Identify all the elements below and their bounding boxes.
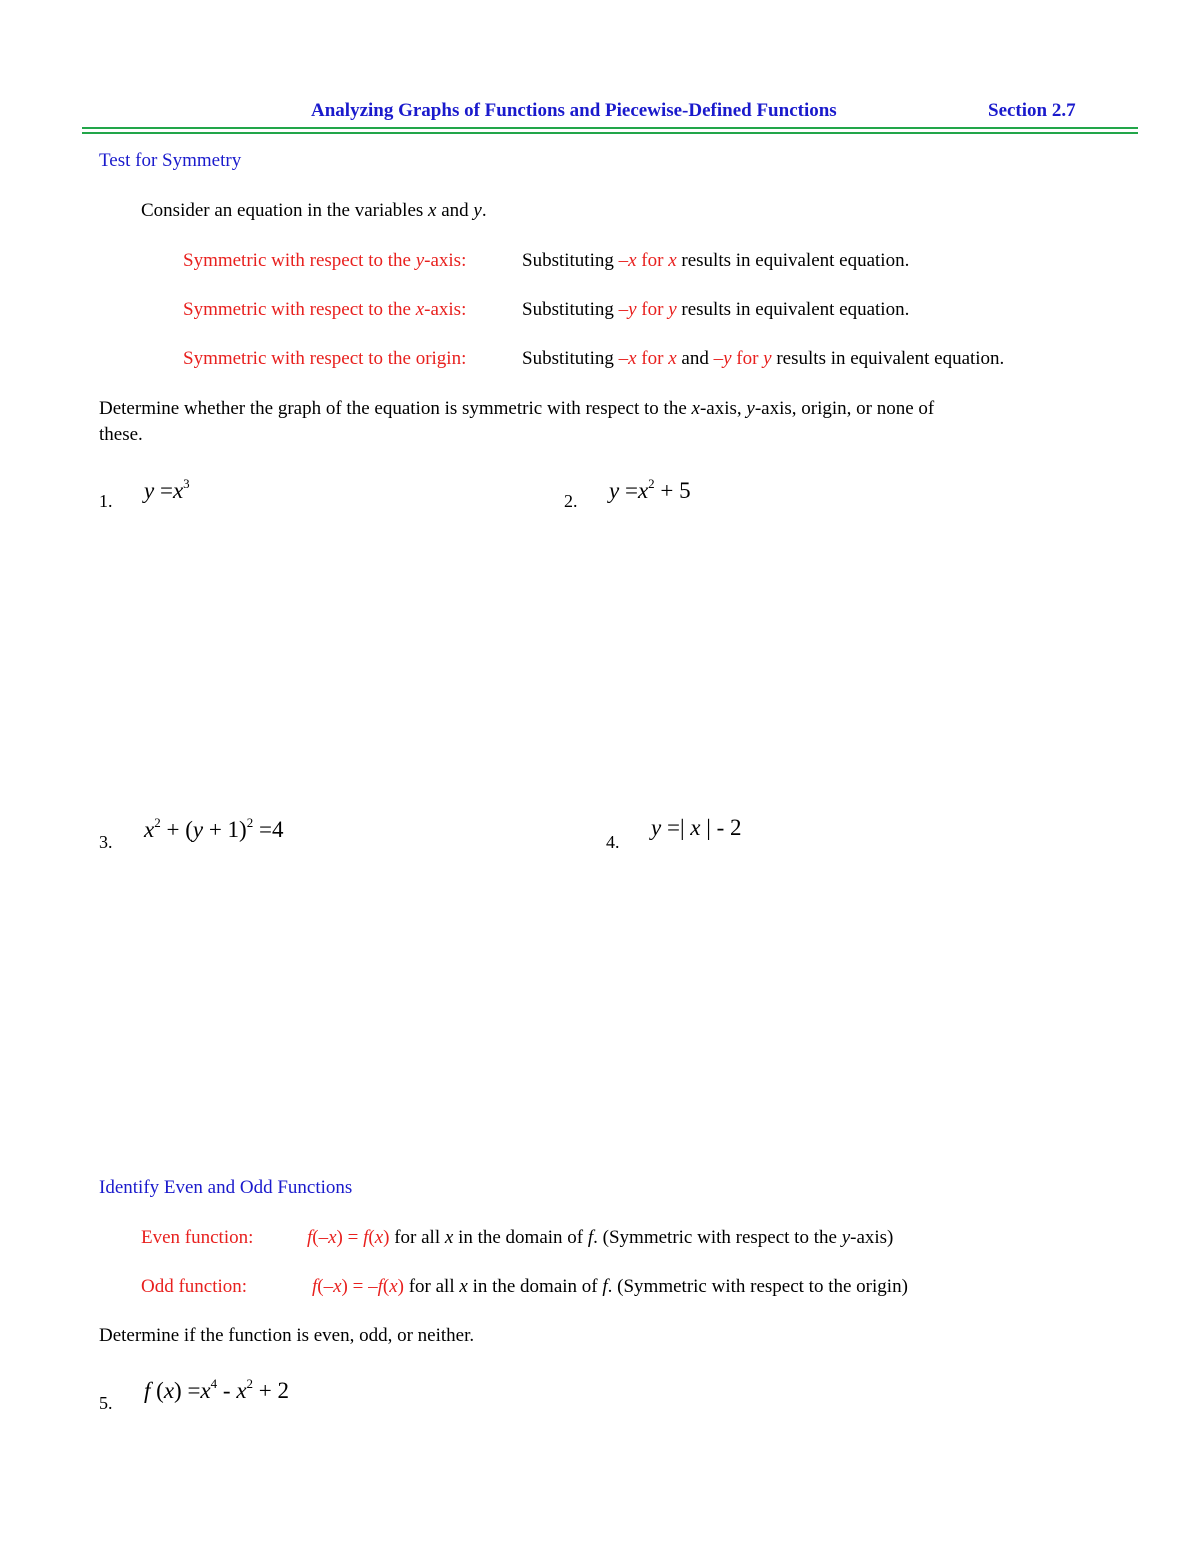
header-rule-bottom [82,132,1138,134]
text-run: x [690,815,701,840]
intro-text-and: and [436,200,474,221]
problem-4-number: 4. [606,832,620,852]
text-run: ( [317,1276,324,1297]
text-run: –x [618,250,637,271]
text-run: y [144,478,155,503]
instruction-text-a: Determine whether the graph of the equation is symmetric with respect to the [99,398,692,419]
rule-desc-origin [522,348,1004,370]
rule-label-var: y [415,250,425,271]
text-run: 3 [183,476,190,491]
intro-text-end: . [481,200,487,221]
text-run: = [619,478,638,503]
text-run: for [636,348,669,369]
text-run: x [236,1378,247,1403]
text-run: - [217,1378,237,1403]
symmetry-instruction [99,398,934,420]
text-run: Substituting [522,299,619,320]
text-run: f [587,1227,594,1248]
intro-var-y: y [473,200,482,221]
section-label: Section 2.7 [988,100,1076,121]
problem-4-equation [651,815,742,841]
text-run: –y [618,299,637,320]
text-run: f [307,1227,313,1248]
rule-label-suffix: -axis: [424,299,467,320]
symmetry-heading: Test for Symmetry [99,150,242,171]
text-run: x [374,1227,384,1248]
text-run: . (Symmetric with respect to the origin) [607,1276,908,1297]
text-run: f [602,1276,608,1297]
intro-text-a: Consider an equation in the variables [141,200,429,221]
text-run: | - 2 [700,815,742,840]
text-run: and [676,348,714,369]
problem-3-equation [144,817,283,843]
text-run: x [389,1276,398,1297]
problem-5-equation [144,1378,289,1404]
odd-function-label: Odd function: [141,1276,248,1297]
text-run: y [651,815,662,840]
text-run: ( [368,1227,375,1248]
symmetry-intro [141,200,487,222]
text-run: in the domain of [467,1276,603,1297]
text-run: ) [397,1276,404,1297]
page-title: Analyzing Graphs of Functions and Piecewise-Defined Functions [311,100,837,121]
text-run: –x [618,348,637,369]
instruction-var-x: x [691,398,700,419]
text-run: x [637,478,649,503]
text-run: x [444,1227,454,1248]
text-run: 2 [154,815,161,830]
text-run: ) = [174,1378,201,1403]
even-function-label: Even function: [141,1227,254,1248]
problem-1-number: 1. [99,491,113,511]
text-run: for [636,299,669,320]
text-run: = [154,478,173,503]
text-run: . (Symmetric with respect to the [593,1227,842,1248]
header-rule-top [82,127,1138,129]
problem-3-number: 3. [99,832,113,852]
text-run: =| [661,815,691,840]
rule-label-x-axis [183,299,466,321]
rule-desc-x-axis [522,299,909,321]
rule-label-text: Symmetric with respect to the [183,250,416,271]
symmetry-instruction-line2: these. [99,424,143,445]
text-run: y [192,817,204,842]
text-run: =4 [253,817,284,842]
text-run: 2 [246,1376,254,1391]
rule-label-text: Symmetric with respect to the origin: [183,348,467,369]
text-run: Substituting [522,250,619,271]
problem-1-equation [144,478,190,504]
problem-5-number: 5. [99,1393,113,1413]
even-odd-heading: Identify Even and Odd Functions [99,1177,353,1198]
instruction-var-y: y [746,398,755,419]
even-odd-instruction: Determine if the function is even, odd, or neither. [99,1325,475,1346]
text-run: + 2 [253,1378,290,1403]
text-run: x [668,348,677,369]
text-run: results in equivalent equation. [676,250,910,271]
text-run: ) [383,1227,390,1248]
text-run: results in equivalent equation. [676,299,910,320]
instruction-text-b: -axis, [699,398,747,419]
text-run: ( [312,1227,319,1248]
text-run: f [312,1276,318,1297]
text-run: –x [323,1276,342,1297]
text-run: 2 [648,476,655,491]
rule-label-origin [183,348,466,370]
text-run: –x [318,1227,337,1248]
text-run: for all [403,1276,460,1297]
text-run: in the domain of [453,1227,588,1248]
problem-2-equation [609,478,691,504]
text-run: –y [713,348,732,369]
text-run: f [144,1378,151,1403]
text-run: y [841,1227,851,1248]
text-run: results in equivalent equation. [771,348,1005,369]
text-run: 4 [210,1376,218,1391]
text-run: 2 [246,815,254,830]
text-run: for all [389,1227,445,1248]
text-run: ( [150,1378,164,1403]
text-run: y [609,478,620,503]
instruction-text-c: -axis, origin, or none of [754,398,935,419]
text-run: f [377,1276,383,1297]
text-run: Substituting [522,348,619,369]
text-run: x [144,817,155,842]
text-run: ) = [336,1227,364,1248]
text-run: y [668,299,677,320]
problem-2-number: 2. [564,491,578,511]
text-run: x [668,250,677,271]
rule-label-var: x [415,299,425,320]
text-run: ) = – [341,1276,378,1297]
text-run: x [200,1378,211,1403]
odd-function-definition [312,1276,908,1298]
rule-label-y-axis [183,250,466,272]
rule-desc-y-axis [522,250,909,272]
text-run: x [163,1378,175,1403]
text-run: ( [382,1276,390,1297]
text-run: for [731,348,764,369]
text-run: x [459,1276,468,1297]
text-run: + 1) [203,817,247,842]
rule-label-text: Symmetric with respect to the [183,299,416,320]
rule-label-suffix: -axis: [424,250,467,271]
text-run: for [636,250,669,271]
text-run: x [172,478,184,503]
intro-var-x: x [428,200,437,221]
text-run: f [363,1227,369,1248]
text-run: + 5 [654,478,691,503]
text-run: + ( [160,817,193,842]
text-run: -axis) [850,1227,894,1248]
even-function-definition [307,1227,893,1249]
text-run: y [763,348,772,369]
